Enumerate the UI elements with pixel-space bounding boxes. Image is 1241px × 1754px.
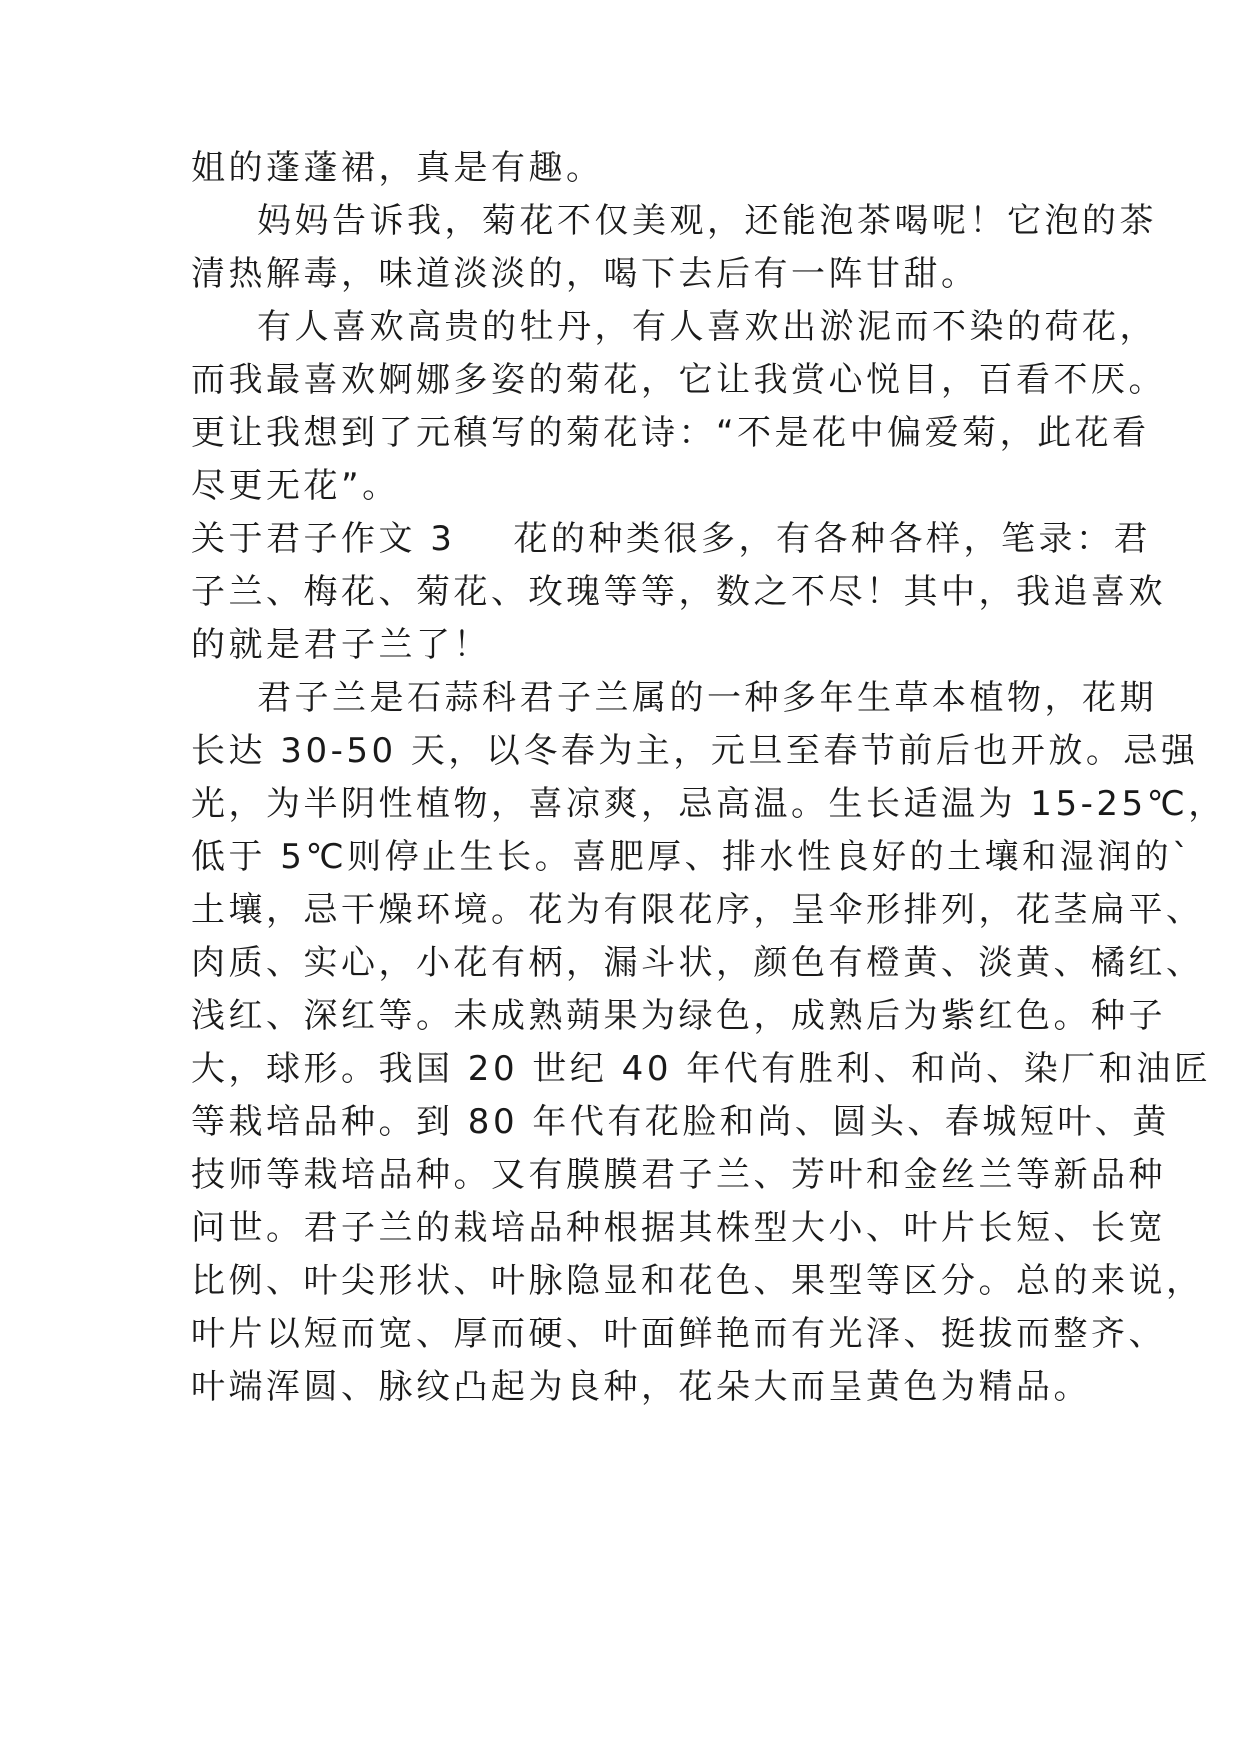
text-line: 姐的蓬蓬裙，真是有趣。 xyxy=(191,148,604,188)
text-line: 光，为半阴性植物，喜凉爽，忌高温。生长适温为 15-25℃， xyxy=(191,784,1226,824)
text-line: 叶片以短而宽、厚而硬、叶面鲜艳而有光泽、挺拔而整齐、 xyxy=(191,1314,1166,1354)
text-line: 土壤，忌干燥环境。花为有限花序，呈伞形排列，花茎扁平、 xyxy=(191,890,1204,930)
text-line: 子兰、梅花、菊花、玫瑰等等，数之不尽！其中，我追喜欢 xyxy=(191,572,1166,612)
section-title: 关于君子作文 3 xyxy=(191,519,456,559)
section-text: 花的种类很多，有各种各样，笔录：君 xyxy=(513,519,1151,559)
paragraph-first-line: 君子兰是石蒜科君子兰属的一种多年生草本植物，花期 xyxy=(257,678,1157,718)
text-line: 肉质、实心，小花有柄，漏斗状，颜色有橙黄、淡黄、橘红、 xyxy=(191,943,1204,983)
paragraph-first-line: 妈妈告诉我，菊花不仅美观，还能泡茶喝呢！它泡的茶 xyxy=(257,201,1157,241)
text-line: 而我最喜欢婀娜多姿的菊花，它让我赏心悦目，百看不厌。 xyxy=(191,360,1166,400)
text-line: 技师等栽培品种。又有膜膜君子兰、芳叶和金丝兰等新品种 xyxy=(191,1155,1166,1195)
text-line: 比例、叶尖形状、叶脉隐显和花色、果型等区分。总的来说， xyxy=(191,1261,1204,1301)
paragraph-first-line: 有人喜欢高贵的牡丹，有人喜欢出淤泥而不染的荷花， xyxy=(257,307,1157,347)
section-heading-line xyxy=(191,517,1151,561)
text-line: 清热解毒，味道淡淡的，喝下去后有一阵甘甜。 xyxy=(191,254,979,294)
text-line: 大，球形。我国 20 世纪 40 年代有胜利、和尚、染厂和油匠 xyxy=(191,1049,1212,1089)
text-line: 长达 30-50 天，以冬春为主，元旦至春节前后也开放。忌强 xyxy=(191,731,1199,771)
text-line: 更让我想到了元稹写的菊花诗：“不是花中偏爱菊，此花看 xyxy=(191,413,1150,453)
text-line: 浅红、深红等。未成熟蒴果为绿色，成熟后为紫红色。种子 xyxy=(191,996,1166,1036)
text-line: 低于 5℃则停止生长。喜肥厚、排水性良好的土壤和湿润的` xyxy=(191,837,1193,877)
text-line: 等栽培品种。到 80 年代有花脸和尚、圆头、春城短叶、黄 xyxy=(191,1102,1170,1142)
text-line: 叶端浑圆、脉纹凸起为良种，花朵大而呈黄色为精品。 xyxy=(191,1367,1091,1407)
text-line: 的就是君子兰了！ xyxy=(191,625,491,665)
text-line: 尽更无花”。 xyxy=(191,466,400,506)
text-line: 问世。君子兰的栽培品种根据其株型大小、叶片长短、长宽 xyxy=(191,1208,1166,1248)
